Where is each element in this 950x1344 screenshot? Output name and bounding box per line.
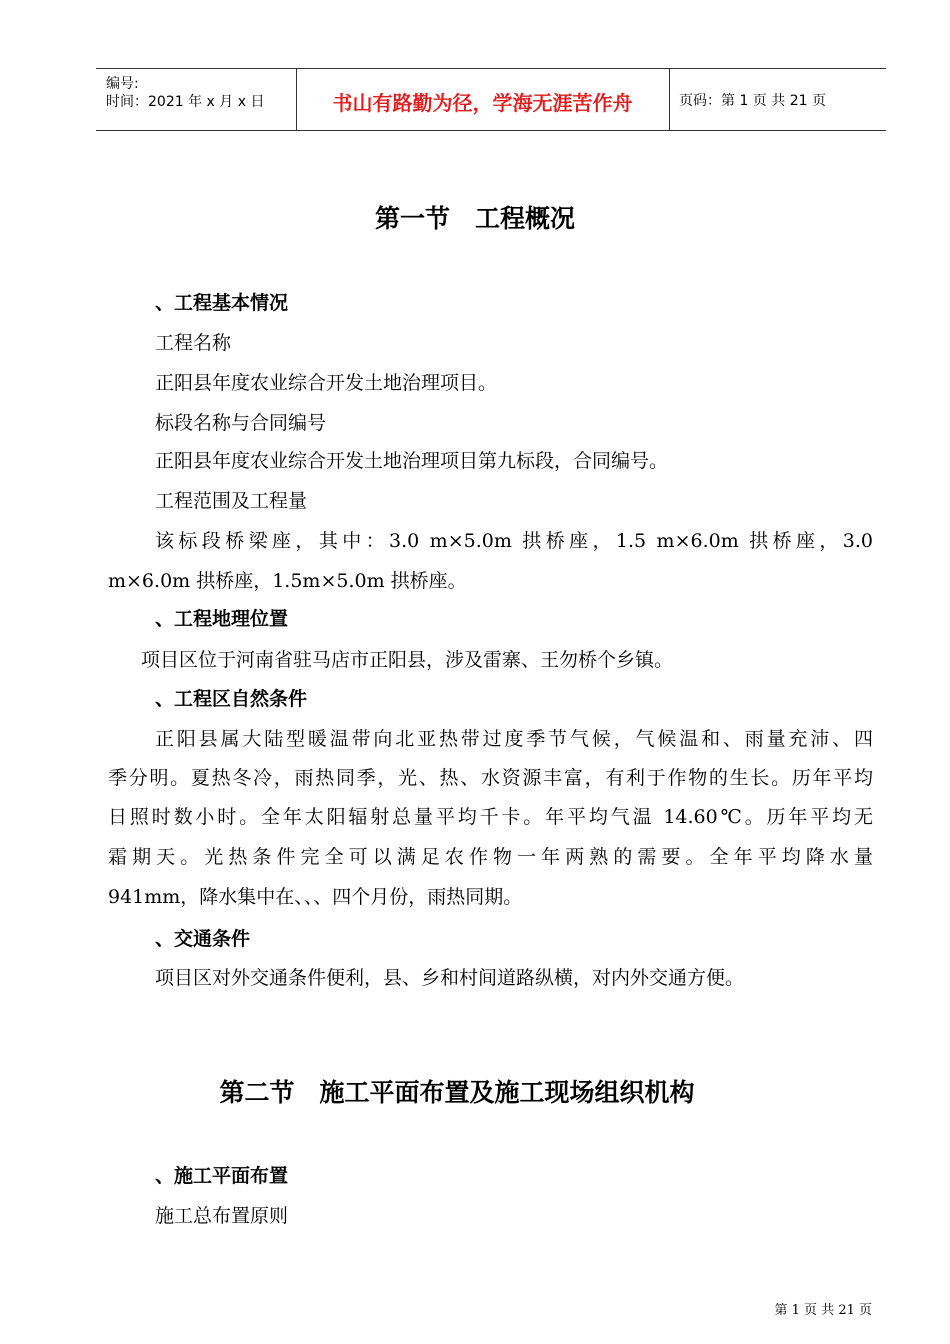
project-name-value: 正阳县年度农业综合开发土地治理项目。: [155, 372, 498, 394]
project-name-label: 工程名称: [155, 332, 232, 354]
heading-basic-info: 、工程基本情况: [155, 292, 289, 314]
header-motto-cell: [296, 69, 670, 130]
header-page-number: 页码：第 1 页 共 21 页: [679, 93, 826, 109]
nature-line: 941mm，降水集中在、、、四个月份，雨热同期。: [108, 886, 523, 908]
location-text: 项目区位于河南省驻马店市正阳县，涉及雷寨、王勿桥个乡镇。: [141, 649, 674, 671]
scope-line-1: 该标段桥梁座，其中：3.0 m×5.0m 拱桥座，1.5 m×6.0m 拱桥座，3.0: [155, 530, 873, 552]
section-title-2: 第二节 施工平面布置及施工现场组织机构: [219, 1078, 695, 1107]
nature-line: 日照时数小时。全年太阳辐射总量平均千卡。年平均气温 14.60℃。历年平均无: [108, 806, 873, 828]
header-page-cell: [669, 69, 886, 130]
header-motto: 书山有路勤为径，学海无涯苦作舟: [332, 91, 633, 115]
header-meta-cell: [96, 69, 297, 130]
footer-page-number: 第 1 页 共 21 页: [774, 1303, 872, 1318]
doc-time-label: 时间：2021 年 x 月 x 日: [106, 94, 265, 110]
traffic-text: 项目区对外交通条件便利，县、乡和村间道路纵横，对内外交通方便。: [155, 967, 745, 989]
heading-location: 、工程地理位置: [155, 608, 289, 630]
bid-label: 标段名称与合同编号: [155, 412, 327, 434]
heading-site-layout: 、施工平面布置: [155, 1165, 289, 1187]
scope-label: 工程范围及工程量: [155, 490, 308, 512]
document-header: [96, 68, 886, 131]
nature-line: 正阳县属大陆型暖温带向北亚热带过度季节气候，气候温和、雨量充沛、四: [155, 728, 873, 750]
nature-line: 季分明。夏热冬冷，雨热同季，光、热、水资源丰富，有利于作物的生长。历年平均: [108, 767, 873, 789]
layout-principle-label: 施工总布置原则: [155, 1205, 289, 1227]
bid-value: 正阳县年度农业综合开发土地治理项目第九标段，合同编号。: [155, 450, 669, 472]
section-title-1: 第一节 工程概况: [374, 204, 575, 233]
heading-natural-conditions: 、工程区自然条件: [155, 688, 308, 710]
scope-line-2: m×6.0m 拱桥座，1.5m×5.0m 拱桥座。: [108, 570, 467, 592]
heading-traffic: 、交通条件: [155, 928, 251, 950]
nature-line: 霜期天。光热条件完全可以满足农作物一年两熟的需要。全年平均降水量: [108, 846, 873, 868]
doc-number-label: 编号:: [106, 76, 139, 92]
